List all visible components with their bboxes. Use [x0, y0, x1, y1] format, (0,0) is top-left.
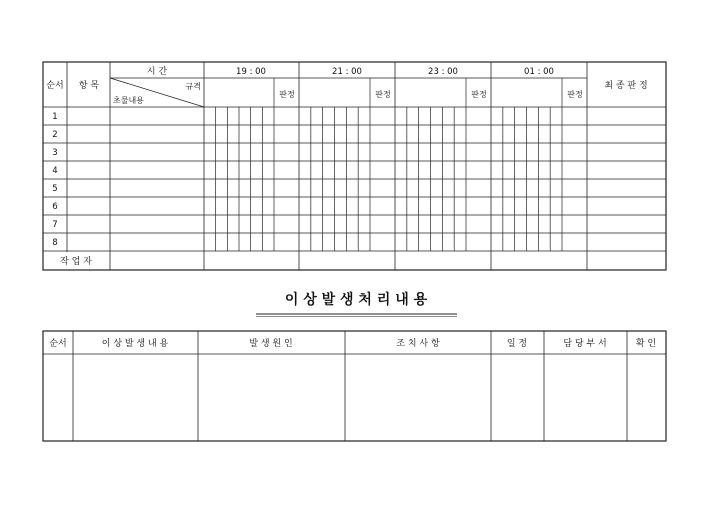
anomaly-header-confirm: 확 인 [635, 339, 657, 349]
col-seq-header: 순서 [46, 81, 64, 91]
time-slot-label: 19 : 00 [236, 67, 266, 77]
time-slot-label: 01 : 00 [524, 67, 554, 77]
row-number: 6 [52, 202, 58, 212]
time-slot-label: 21 : 00 [332, 67, 362, 77]
row-number: 5 [52, 184, 58, 194]
row-number: 4 [52, 166, 58, 176]
judgment-label: 판정 [471, 90, 487, 99]
anomaly-header-department: 담 당 부 서 [563, 339, 607, 349]
col-item-header: 항 목 [78, 81, 100, 91]
row-number: 7 [52, 220, 58, 230]
judgment-label: 판정 [375, 90, 391, 99]
content-label: 초물내용 [113, 96, 144, 105]
anomaly-header-seq: 순서 [49, 339, 67, 349]
spec-label: 규격 [185, 82, 201, 91]
time-slot-label: 23 : 00 [428, 67, 458, 77]
anomaly-header-cause: 발 생 원 인 [249, 339, 293, 349]
anomaly-header-content: 이 상 발 생 내 용 [101, 339, 169, 349]
anomaly-header-schedule: 일 정 [506, 339, 528, 349]
time-header: 시 간 [146, 67, 168, 77]
anomaly-header-action: 조 치 사 항 [396, 339, 440, 349]
judgment-label: 판정 [567, 90, 583, 99]
row-number: 1 [52, 112, 58, 122]
judgment-label: 판정 [279, 90, 295, 99]
row-number: 3 [52, 148, 58, 158]
row-number: 8 [52, 238, 58, 248]
section-title: 이 상 발 생 처 리 내 용 [284, 292, 428, 308]
final-judgment-header: 최 종 판 정 [604, 81, 648, 91]
row-number: 2 [52, 130, 58, 140]
worker-label: 작 업 자 [60, 257, 92, 267]
